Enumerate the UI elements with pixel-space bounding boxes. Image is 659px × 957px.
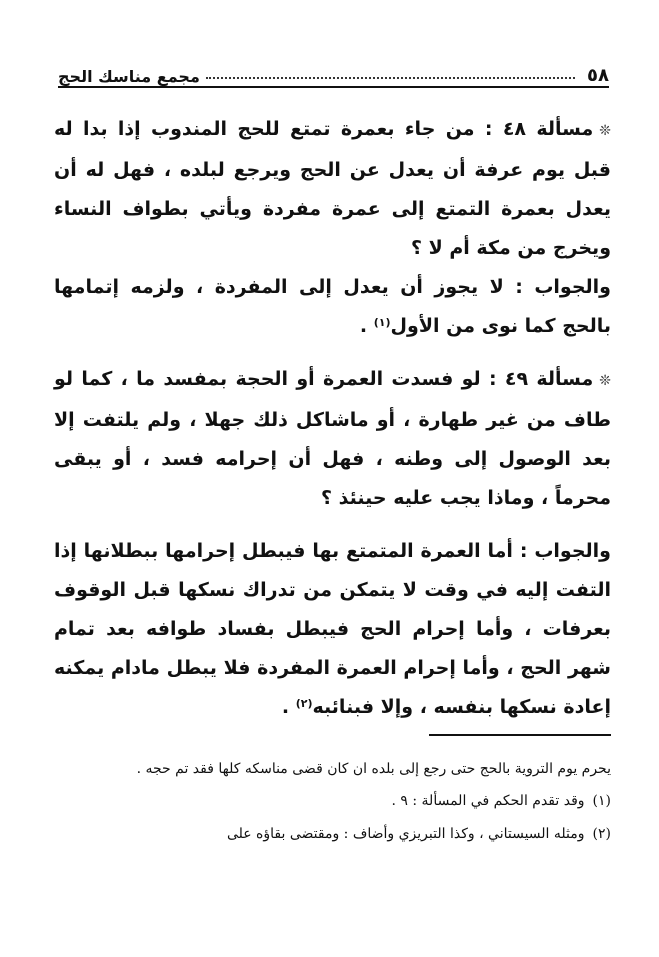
answer-49-end: . — [281, 696, 296, 718]
footnotes — [54, 753, 611, 851]
footnote-ref-2[interactable]: (٢) — [295, 697, 313, 710]
page-header — [58, 58, 609, 88]
asterism-icon: ❊ — [599, 123, 611, 139]
answer-49-text: أما العمرة المتمتع بها فيبطل إحرامها ببطلانها إذا التفت إليه في وقت لا يتمكن من تدراك نسكها قبل الوقوف بعرفات ، وأما إحرام الحج فيبطل بفساد طوافه بعد تمام شهر الحج ، وأما إحرام العمرة المفردة فلا يبطل مادام يمكنه إعادة نسكها بنفسه ، وإلا فبنائبه — [54, 540, 611, 718]
header-dot-leader — [206, 77, 575, 79]
answer-49 — [54, 532, 611, 727]
main-text — [54, 110, 611, 727]
footnote-2-number: (٢) — [592, 826, 611, 842]
asterism-icon: ❊ — [599, 373, 611, 389]
footnote-separator — [429, 734, 611, 736]
question-48 — [54, 110, 611, 268]
question-49 — [54, 360, 611, 518]
footnote-1 — [54, 785, 611, 818]
footnote-2 — [54, 818, 611, 851]
question-49-label: مسألة ٤٩ : — [488, 368, 594, 390]
footnote-1-text: وقد تقدم الحكم في المسألة : ٩ . — [391, 793, 585, 809]
answer-49-label: والجواب : — [519, 540, 611, 562]
question-48-text: من جاء بعمرة تمتع للحج المندوب إذا بدا له قبل يوم عرفة أن يعدل عن الحج ويرجع لبلده ، فهل له أن يعدل بعمرة التمتع إلى عمرة مفردة ويأتي بطواف النساء ويخرج من مكة أم لا ؟ — [54, 118, 611, 259]
running-title: مجمع مناسك الحج — [58, 67, 200, 86]
footnote-2-text: ومثله السيستاني ، وكذا التبريزي وأضاف : ومقتضى بقاؤه على — [226, 826, 585, 842]
question-48-label: مسألة ٤٨ : — [484, 118, 594, 140]
question-49-text: لو فسدت العمرة أو الحجة بمفسد ما ، كما لو طاف من غير طهارة ، أو ماشاكل ذلك جهلا ، ولم يلتفت إلا بعد الوصول إلى وطنه ، فهل أن إحرامه فسد ، أو يبقى محرماً ، وماذا يجب عليه حينئذ ؟ — [54, 368, 611, 509]
answer-48-label: والجواب : — [515, 276, 611, 298]
footnote-1-number: (١) — [592, 793, 611, 809]
page-number: ٥٨ — [587, 65, 609, 86]
footnote-ref-1[interactable]: (١) — [373, 316, 391, 329]
answer-48-end: . — [359, 315, 374, 337]
footnote-continuation: يحرم يوم التروية بالحج حتى رجع إلى بلده ان كان قضى مناسكه كلها فقد تم حجه . — [136, 761, 611, 777]
answer-48 — [54, 268, 611, 346]
answer-48-text: لا يجوز أن يعدل إلى المفردة ، ولزمه إتمامها بالحج كما نوى من الأول — [54, 276, 611, 337]
